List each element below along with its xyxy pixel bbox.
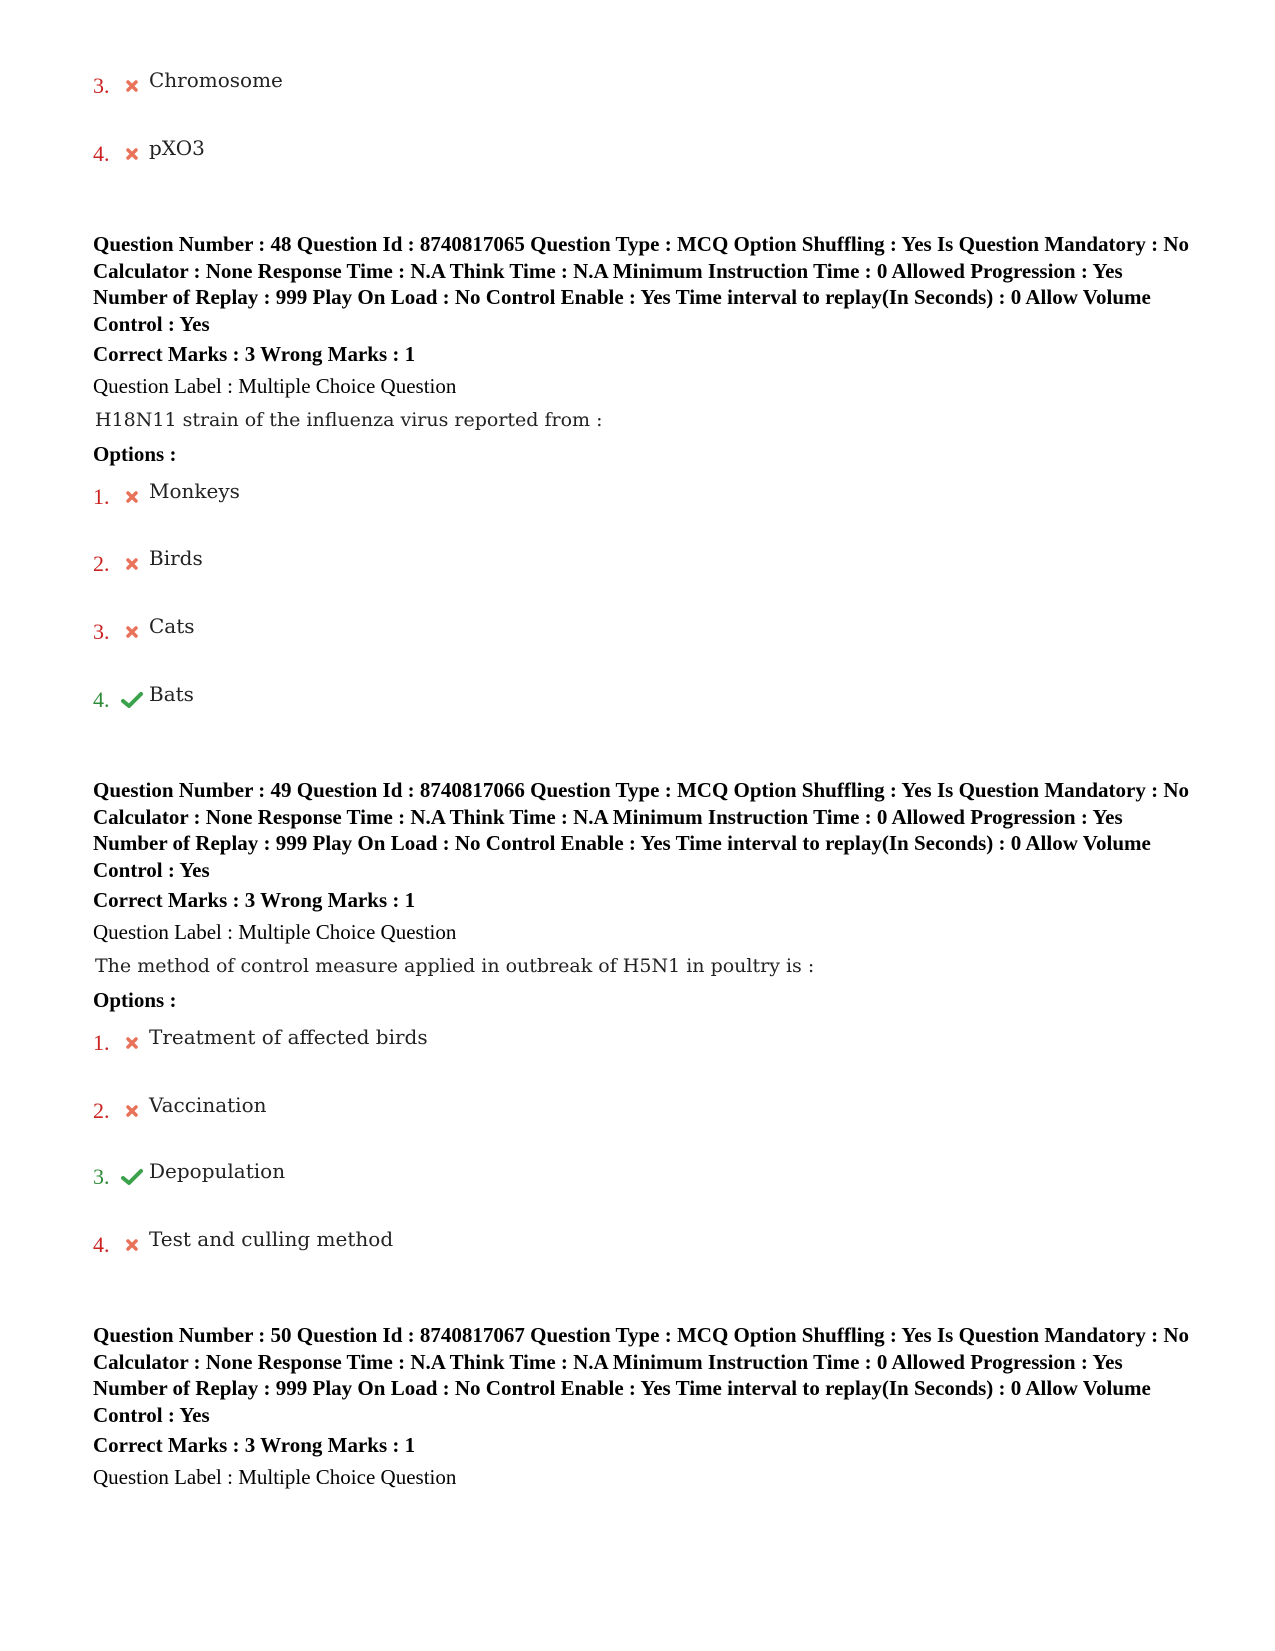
option-text: Bats: [149, 682, 194, 706]
option-text: Depopulation: [149, 1159, 286, 1183]
option-text: pXO3: [149, 136, 205, 160]
option-row: [93, 1015, 428, 1055]
question-stem: The method of control measure applied in outbreak of H5N1 in poultry is :: [95, 955, 815, 977]
options-heading: Options :: [93, 988, 177, 1012]
option-row: [93, 1149, 285, 1189]
option-row: [93, 536, 203, 576]
option-number: 1.: [93, 1030, 110, 1055]
question-meta: Question Number : 48 Question Id : 8740817065 Question Type : MCQ Option Shuffling : Yes Is Question Mandatory : No Calculator : None Response Time : N.A Think Time : N.A Minimum Instruction Time : 0 Allowed Progression : Yes Number of Replay : 999 Play On Load : No Control Enable : Yes Time interval to replay(In Seconds) : 0 Allow Volume Control : Yes: [93, 232, 1189, 336]
question-label: Question Label : Multiple Choice Question: [93, 374, 457, 398]
option-text: Birds: [149, 546, 203, 570]
option-number: 4.: [93, 1232, 110, 1257]
question-label: Question Label : Multiple Choice Question: [93, 920, 457, 944]
option-number: 1.: [93, 484, 110, 509]
question-block: [93, 231, 1193, 467]
option-text: Treatment of affected birds: [149, 1025, 428, 1049]
option-row: [93, 58, 283, 98]
option-text: Vaccination: [149, 1093, 267, 1117]
option-text: Monkeys: [149, 479, 240, 503]
option-number: 2.: [93, 551, 110, 576]
question-meta: Question Number : 50 Question Id : 8740817067 Question Type : MCQ Option Shuffling : Yes Is Question Mandatory : No Calculator : None Response Time : N.A Think Time : N.A Minimum Instruction Time : 0 Allowed Progression : Yes Number of Replay : 999 Play On Load : No Control Enable : Yes Time interval to replay(In Seconds) : 0 Allow Volume Control : Yes: [93, 1323, 1189, 1427]
option-row: [93, 1217, 393, 1257]
option-row: [93, 1083, 267, 1123]
question-block: [93, 1322, 1193, 1490]
question-marks: Correct Marks : 3 Wrong Marks : 1: [93, 342, 416, 366]
option-number: 4.: [93, 687, 110, 712]
question-stem: H18N11 strain of the influenza virus reported from :: [95, 409, 603, 431]
option-row: [93, 469, 240, 509]
question-label: Question Label : Multiple Choice Question: [93, 1465, 457, 1489]
option-number: 2.: [93, 1098, 110, 1123]
option-number: 3.: [93, 73, 110, 98]
option-row: [93, 604, 195, 644]
option-number: 3.: [93, 1164, 110, 1189]
option-text: Test and culling method: [149, 1227, 394, 1251]
cross-icon: [119, 1233, 145, 1257]
options-heading: Options :: [93, 442, 177, 466]
option-number: 3.: [93, 619, 110, 644]
cross-icon: [119, 74, 145, 98]
option-number: 4.: [93, 141, 110, 166]
option-text: Cats: [149, 614, 195, 638]
question-meta: Question Number : 49 Question Id : 8740817066 Question Type : MCQ Option Shuffling : Yes Is Question Mandatory : No Calculator : None Response Time : N.A Think Time : N.A Minimum Instruction Time : 0 Allowed Progression : Yes Number of Replay : 999 Play On Load : No Control Enable : Yes Time interval to replay(In Seconds) : 0 Allow Volume Control : Yes: [93, 778, 1189, 882]
cross-icon: [119, 1031, 145, 1055]
cross-icon: [119, 552, 145, 576]
check-icon: [119, 688, 145, 712]
question-marks: Correct Marks : 3 Wrong Marks : 1: [93, 888, 416, 912]
question-block: [93, 777, 1193, 1013]
cross-icon: [119, 1099, 145, 1123]
cross-icon: [119, 620, 145, 644]
option-text: Chromosome: [149, 68, 283, 92]
option-row: [93, 672, 194, 712]
option-row: [93, 126, 205, 166]
cross-icon: [119, 485, 145, 509]
question-marks: Correct Marks : 3 Wrong Marks : 1: [93, 1433, 416, 1457]
cross-icon: [119, 142, 145, 166]
check-icon: [119, 1165, 145, 1189]
